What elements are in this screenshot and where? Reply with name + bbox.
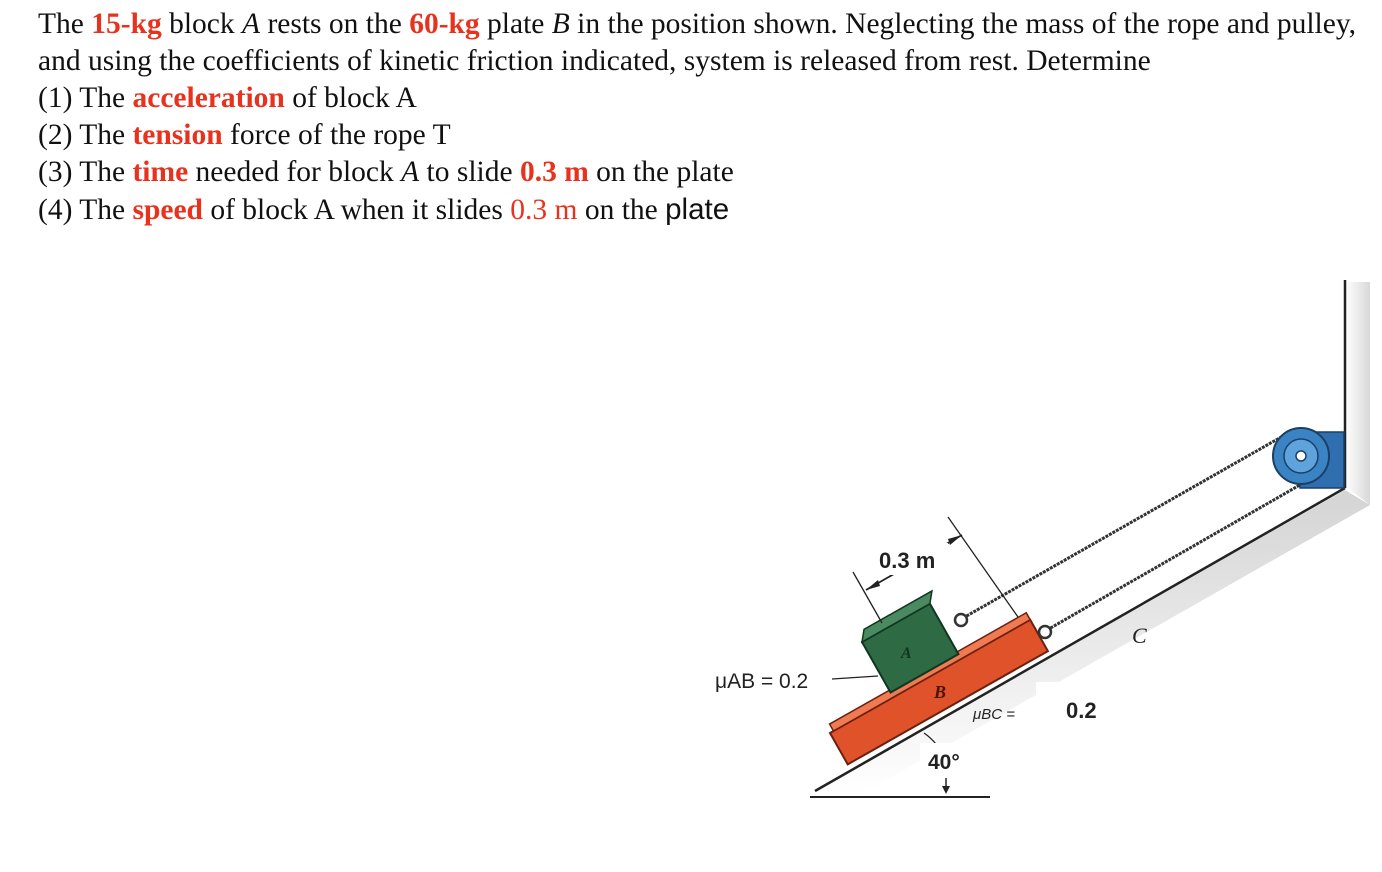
q-rest: force of the rope T [222, 119, 451, 151]
plate-b-label: B [934, 682, 947, 702]
block-a-label: A [901, 645, 912, 662]
q-rest: on the plate [588, 156, 734, 188]
q-prefix: (4) The [38, 194, 133, 226]
intro-text: in the position shown. Neglecting the mass of the rope and pulley, and using the coefficients of kinetic friction indicated, system is released from rest. Determine [38, 8, 1357, 77]
mu-bc-label: μBC = [973, 706, 1015, 723]
pulley [1273, 428, 1344, 488]
mass-b: 60-kg [409, 8, 480, 40]
q-prefix: (3) The [38, 156, 133, 188]
q-prefix: (2) The [38, 119, 133, 151]
mu-ab-leader [832, 676, 878, 679]
q-key: time [132, 156, 189, 188]
pulley-axle [1296, 451, 1306, 461]
q-var: A [401, 156, 420, 188]
q-rest: on the [577, 194, 666, 226]
mu-ab-label: μAB = 0.2 [715, 670, 809, 693]
dim-ext-left [853, 572, 882, 623]
angle-arrow [942, 786, 950, 794]
intro-text: rests on the [260, 8, 410, 40]
angle-label: 40° [928, 751, 960, 774]
q-prefix: (1) The [38, 82, 133, 114]
q-key: acceleration [132, 82, 285, 114]
surface-c-label: C [1132, 623, 1147, 648]
q-key: tension [132, 119, 223, 151]
q-key: speed [132, 194, 203, 226]
var-a: A [242, 8, 261, 40]
hook-block-a [955, 614, 967, 626]
intro-text: block [161, 8, 243, 40]
mu-bc-value: 0.2 [1066, 698, 1097, 723]
intro-text: The [38, 8, 92, 40]
q-mid: needed for block [188, 156, 402, 188]
wall-shading [1345, 282, 1370, 505]
q-dist: 0.3 m [519, 156, 589, 188]
q-dist: 0.3 m [510, 194, 578, 226]
dim-arrow-left [866, 580, 880, 590]
q-last: plate [665, 193, 730, 226]
hook-plate-b [1039, 626, 1051, 638]
q-rest: of block A [284, 82, 417, 114]
intro-text: plate [479, 8, 552, 40]
var-b: B [551, 8, 570, 40]
q-mid: to slide [419, 156, 520, 188]
mass-a: 15-kg [91, 8, 162, 40]
dim-ext-right [948, 517, 1018, 617]
q-mid: of block A when it slides [202, 194, 511, 226]
rope-to-block [963, 432, 1290, 618]
dim-arrow-right [948, 535, 962, 545]
dim-label: 0.3 m [879, 548, 936, 573]
